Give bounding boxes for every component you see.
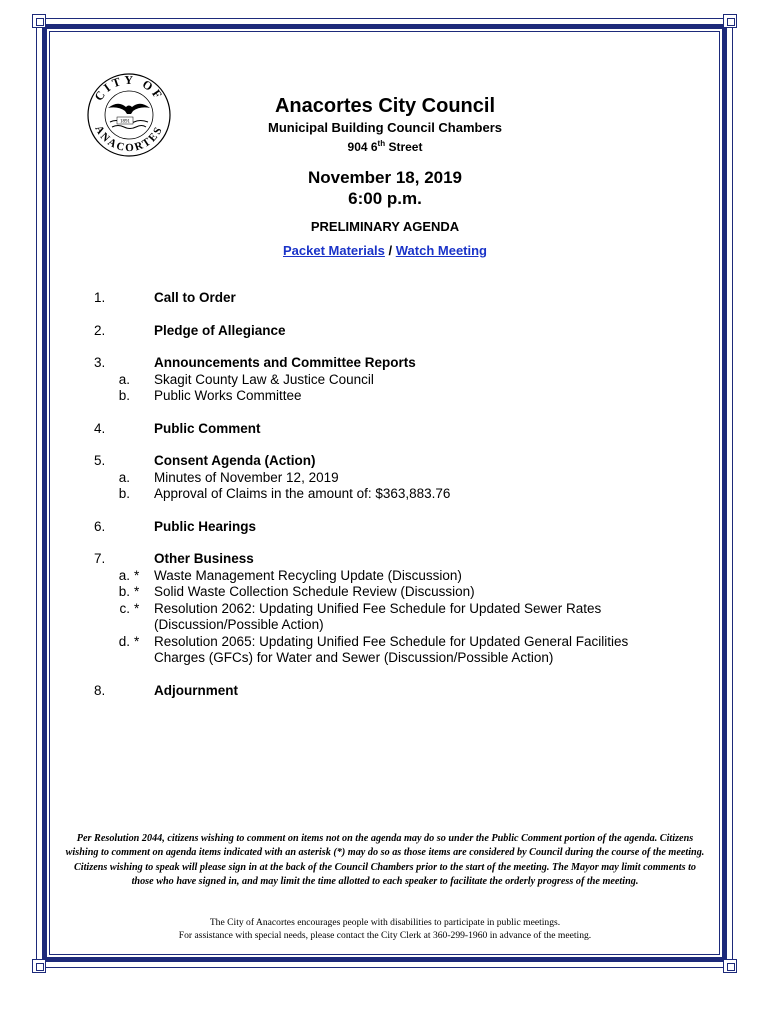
- border-corner-ornament: [32, 14, 46, 28]
- agenda-item-row: [90, 453, 670, 470]
- accessibility-line: For assistance with special needs, please contact the City Clerk at 360-299-1960 in advance of the meeting.: [178, 930, 592, 941]
- agenda-item-row: [90, 683, 670, 700]
- agenda-subitem-letter: a.: [118, 567, 130, 583]
- agenda-subitem-letter: a.: [118, 469, 130, 485]
- packet-materials-link[interactable]: Packet Materials: [283, 243, 385, 258]
- agenda-subitem-asterisk: [134, 486, 154, 503]
- meeting-links: [180, 243, 590, 259]
- agenda-item-title: Public Comment: [154, 420, 261, 436]
- agenda-label: PRELIMINARY AGENDA: [310, 219, 460, 234]
- city-seal-logo: [86, 72, 172, 158]
- agenda-subitem-asterisk: *: [134, 633, 140, 649]
- agenda-subitem: [90, 584, 670, 601]
- agenda-list: [90, 290, 670, 715]
- agenda-item-number: 7.: [94, 551, 106, 566]
- agenda-subitem-letter: d.: [118, 633, 130, 649]
- agenda-subitem-text: Approval of Claims in the amount of: $363,883.76: [154, 486, 451, 501]
- agenda-subitem-text: Resolution 2065: Updating Unified Fee Schedule for Updated General Facilities Charges (GFCs) for Water and Sewer (Discussion/Possible Action): [154, 633, 629, 665]
- agenda-item-number: 5.: [94, 453, 106, 468]
- border-corner-ornament: [723, 14, 737, 28]
- agenda-subitem-asterisk: [134, 388, 154, 405]
- agenda-subitem-text: Skagit County Law & Justice Council: [154, 371, 374, 387]
- agenda-subitem: [90, 634, 670, 667]
- agenda-item-title: Adjournment: [154, 682, 238, 698]
- agenda-subitem: [90, 388, 670, 405]
- agenda-item-number: 1.: [94, 290, 106, 305]
- agenda-subitem-asterisk: [134, 470, 154, 487]
- agenda-item-number: 8.: [94, 682, 106, 698]
- agenda-item: [90, 421, 670, 438]
- agenda-subitem-asterisk: [134, 372, 154, 389]
- svg-text:ANACORTES: ANACORTES: [92, 123, 166, 155]
- agenda-item: [90, 355, 670, 405]
- svg-text:CITY OF: CITY OF: [91, 72, 167, 104]
- agenda-item-number: 2.: [94, 322, 106, 338]
- agenda-subitem-letter: b.: [118, 388, 130, 403]
- agenda-subitem: [90, 470, 670, 487]
- meeting-address: 904 6th Street: [347, 139, 423, 154]
- agenda-subitem-letter: b.: [118, 486, 130, 501]
- agenda-subitem-text: Minutes of November 12, 2019: [154, 469, 339, 485]
- watch-meeting-link[interactable]: Watch Meeting: [395, 243, 487, 258]
- agenda-subitem-asterisk: *: [134, 584, 140, 599]
- agenda-subitem-asterisk: *: [134, 600, 140, 616]
- agenda-subitem-text: Solid Waste Collection Schedule Review (Discussion): [154, 584, 475, 599]
- meeting-time: 6:00 p.m.: [348, 189, 422, 208]
- agenda-subitem-text: Resolution 2062: Updating Unified Fee Schedule for Updated Sewer Rates (Discussion/Possible Action): [154, 600, 602, 632]
- agenda-item-row: [90, 323, 670, 340]
- agenda-item-title: Public Hearings: [154, 518, 257, 534]
- agenda-item-title: Consent Agenda (Action): [154, 453, 316, 468]
- agenda-item-number: 4.: [94, 420, 106, 436]
- agenda-item-title: Announcements and Committee Reports: [154, 355, 416, 370]
- page-title: Anacortes City Council: [274, 95, 496, 117]
- agenda-item: [90, 551, 670, 667]
- accessibility-notice: [62, 916, 708, 942]
- meeting-date: November 18, 2019: [307, 168, 463, 187]
- agenda-item-row: [90, 355, 670, 372]
- agenda-item-row: [90, 551, 670, 568]
- accessibility-line: The City of Anacortes encourages people with disabilities to participate in public meetings.: [209, 917, 561, 928]
- agenda-subitem-text: Waste Management Recycling Update (Discussion): [154, 567, 462, 583]
- agenda-subitem: [90, 601, 670, 634]
- agenda-item-row: [90, 519, 670, 536]
- agenda-item-title: Other Business: [154, 551, 254, 566]
- agenda-item-number: 3.: [94, 355, 106, 370]
- agenda-subitem-asterisk: *: [134, 567, 140, 583]
- agenda-item-title: Pledge of Allegiance: [154, 322, 286, 338]
- border-corner-ornament: [32, 959, 46, 973]
- agenda-item-row: [90, 290, 670, 307]
- border-corner-ornament: [723, 959, 737, 973]
- agenda-item: [90, 683, 670, 700]
- agenda-item-number: 6.: [94, 518, 106, 534]
- agenda-item: [90, 323, 670, 340]
- agenda-item: [90, 453, 670, 503]
- agenda-subitem: [90, 568, 670, 585]
- agenda-item: [90, 290, 670, 307]
- agenda-subitem-letter: c.: [119, 600, 130, 616]
- agenda-subitem-letter: a.: [118, 371, 130, 387]
- meeting-location: Municipal Building Council Chambers: [267, 120, 502, 135]
- agenda-item-row: [90, 421, 670, 438]
- link-separator: /: [384, 243, 396, 258]
- agenda-subitem-text: Public Works Committee: [154, 388, 302, 403]
- agenda-subitem: [90, 372, 670, 389]
- agenda-item-title: Call to Order: [154, 290, 236, 305]
- agenda-item: [90, 519, 670, 536]
- public-comment-note: Per Resolution 2044, citizens wishing to comment on items not on the agenda may do so under the Public Comment portion of the agenda. Citizens wishing to comment on agenda items indicated with an asterisk (*) may do so as those items are considered by Council during the course of the meeting. Citizens wishing to speak will please sign in at the back of the Council Chambers prior to the start of the meeting. The Mayor may limit comments to those who have signed in, and may limit the time allotted to each speaker to facilitate the orderly progress of the meeting.: [65, 833, 705, 887]
- agenda-subitem: [90, 486, 670, 503]
- agenda-header: [180, 94, 590, 259]
- svg-text:1891: 1891: [120, 119, 130, 125]
- agenda-subitem-letter: b.: [118, 584, 130, 599]
